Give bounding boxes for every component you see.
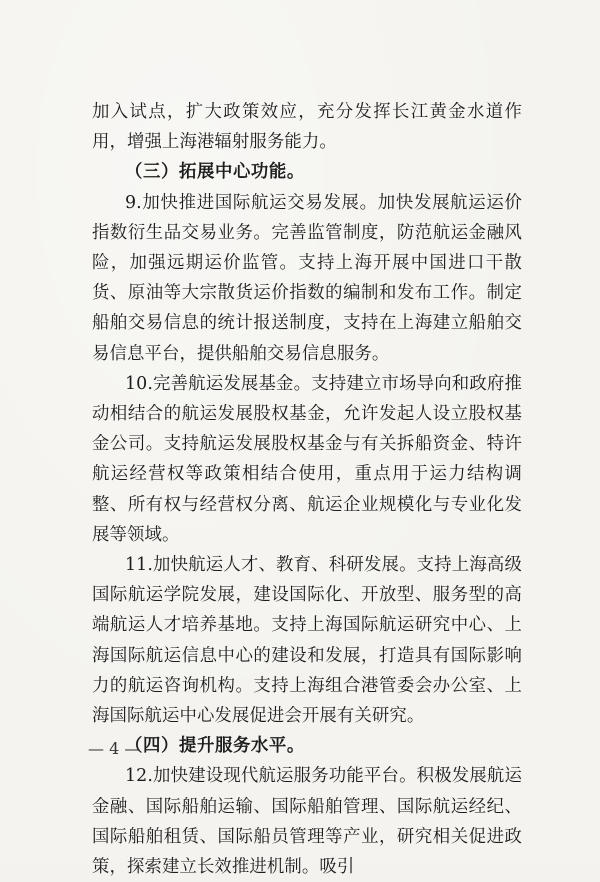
paragraph-continuation: 加入试点，扩大政策效应，充分发挥长江黄金水道作用，增强上海港辐射服务能力。 (92, 102, 522, 153)
document-body (92, 97, 522, 882)
section-heading-4: （四）提升服务水平。 (125, 736, 305, 757)
paragraph-item-9: 9.加快推进国际航运交易发展。加快发展航运运价指数衍生品交易业务。完善监管制度，防范航运金融风险，加强远期运价监管。支持上海开展中国进口干散货、原油等大宗散货运价指数的编制和发布工作。制定船舶交易信息的统计报送制度，支持在上海建立船舶交易信息平台，提供船舶交易信息服务。 (92, 192, 522, 364)
page-number: — 4 — (88, 739, 141, 758)
paragraph-item-11: 11.加快航运人才、教育、科研发展。支持上海高级国际航运学院发展，建设国际化、开放型、服务型的高端航运人才培养基地。支持上海国际航运研究中心、上海国际航运信息中心的建设和发展，打造具有国际影响力的航运咨询机构。支持上海组合港管委会办公室、上海国际航运中心发展促进会开展有关研究。 (92, 555, 522, 727)
section-heading-3: （三）拓展中心功能。 (125, 162, 305, 183)
paragraph-item-12: 12.加快建设现代航运服务功能平台。积极发展航运金融、国际船舶运输、国际船舶管理、国际航运经纪、国际船舶租赁、国际船员管理等产业，研究相关促进政策，探索建立长效推进机制。吸引 (92, 766, 522, 878)
paragraph-item-10: 10.完善航运发展基金。支持建立市场导向和政府推动相结合的航运发展股权基金，允许发起人设立股权基金公司。支持航运发展股权基金与有关拆船资金、特许航运经营权等政策相结合使用，重点用于运力结构调整、所有权与经营权分离、航运企业规模化与专业化发展等领域。 (92, 373, 522, 545)
